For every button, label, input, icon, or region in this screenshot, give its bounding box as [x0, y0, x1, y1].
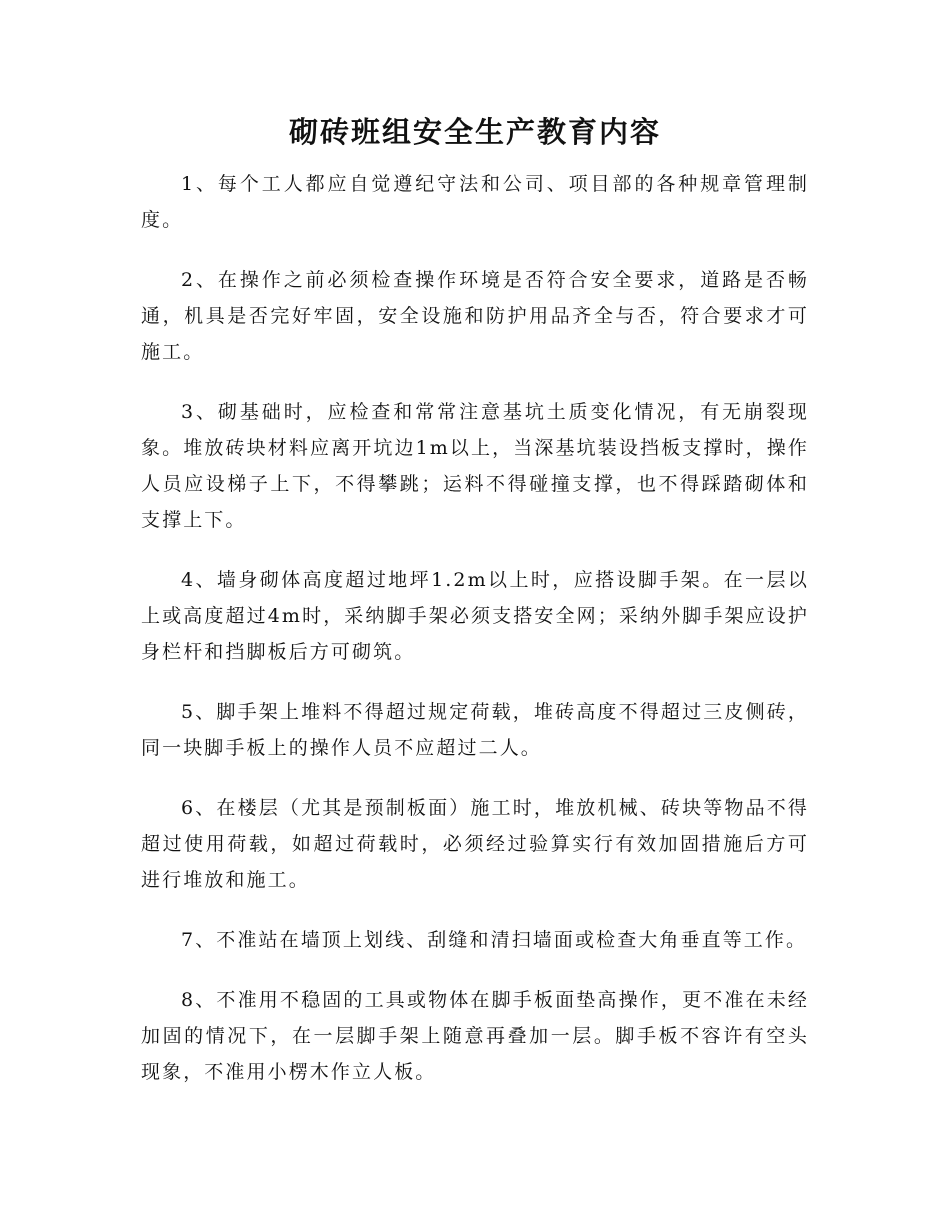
- paragraph-4: 4、墙身砌体高度超过地坪1.2m以上时，应搭设脚手架。在一层以上或高度超过4m时，采纳脚手架必须支搭安全网；采纳外脚手架应设护身栏杆和挡脚板后方可砌筑。: [141, 569, 809, 663]
- document-title: 砌砖班组安全生产教育内容: [288, 115, 661, 149]
- paragraph-2: 2、在操作之前必须检查操作环境是否符合安全要求，道路是否畅通，机具是否完好牢固，安全设施和防护用品齐全与否，符合要求才可施工。: [141, 269, 809, 363]
- paragraph-7: 7、不准站在墙顶上划线、刮缝和清扫墙面或检查大角垂直等工作。: [181, 929, 808, 951]
- paragraph-8: 8、不准用不稳固的工具或物体在脚手板面垫高操作，更不准在未经加固的情况下，在一层脚手架上随意再叠加一层。脚手板不容许有空头现象，不准用小楞木作立人板。: [141, 989, 809, 1083]
- paragraph-6: 6、在楼层（尤其是预制板面）施工时，堆放机械、砖块等物品不得超过使用荷载，如超过荷载时，必须经过验算实行有效加固措施后方可进行堆放和施工。: [141, 797, 809, 891]
- paragraph-3: 3、砌基础时，应检查和常常注意基坑土质变化情况，有无崩裂现象。堆放砖块材料应离开坑边1m以上，当深基坑装设挡板支撑时，操作人员应设梯子上下，不得攀跳；运料不得碰撞支撑，也不得踩踏砌体和支撑上下。: [141, 401, 809, 531]
- document-body: [141, 166, 809, 1114]
- paragraph-5: 5、脚手架上堆料不得超过规定荷载，堆砖高度不得超过三皮侧砖，同一块脚手板上的操作人员不应超过二人。: [141, 701, 809, 759]
- paragraph-1: 1、每个工人都应自觉遵纪守法和公司、项目部的各种规章管理制度。: [141, 173, 809, 231]
